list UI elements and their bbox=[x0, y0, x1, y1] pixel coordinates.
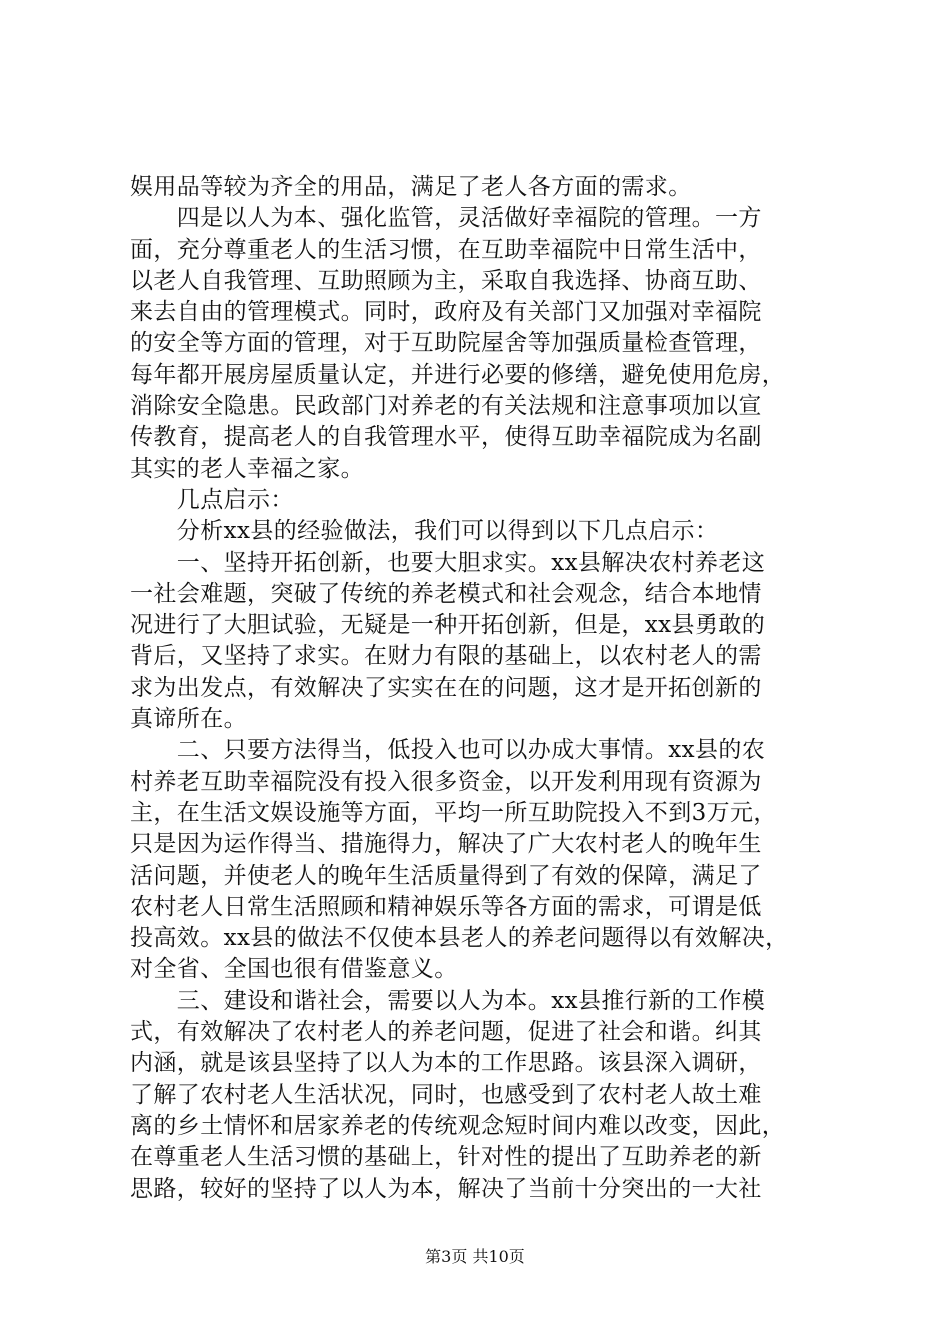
text-line: 式，有效解决了农村老人的养老问题，促进了社会和谐。纠其 bbox=[130, 1019, 762, 1046]
text-line: 四是以人为本、强化监管，灵活做好幸福院的管理。一方 bbox=[130, 205, 762, 232]
text-line: 一、坚持开拓创新，也要大胆求实。xx县解决农村养老这 bbox=[130, 549, 766, 576]
text-line: 的安全等方面的管理，对于互助院屋舍等加强质量检查管理， bbox=[130, 330, 762, 357]
text-line: 村养老互助幸福院没有投入很多资金，以开发利用现有资源为 bbox=[130, 768, 762, 795]
text-line: 三、建设和谐社会，需要以人为本。xx县推行新的工作模 bbox=[130, 987, 766, 1014]
text-line: 了解了农村老人生活状况，同时，也感受到了农村老人故土难 bbox=[130, 1081, 762, 1108]
text-line: 娱用品等较为齐全的用品，满足了老人各方面的需求。 bbox=[130, 174, 692, 200]
text-line: 消除安全隐患。民政部门对养老的有关法规和注意事项加以宣 bbox=[130, 393, 762, 420]
text-line: 况进行了大胆试验，无疑是一种开拓创新，但是，xx县勇敢的 bbox=[130, 612, 766, 639]
text-line: 其实的老人幸福之家。 bbox=[130, 455, 364, 482]
text-line: 农村老人日常生活照顾和精神娱乐等各方面的需求，可谓是低 bbox=[130, 893, 762, 920]
text-line: 真谛所在。 bbox=[130, 706, 247, 733]
text-line: 每年都开展房屋质量认定，并进行必要的修缮，避免使用危房， bbox=[130, 361, 786, 388]
text-line: 内涵，就是该县坚持了以人为本的工作思路。该县深入调研， bbox=[130, 1050, 762, 1077]
text-line: 对全省、全国也很有借鉴意义。 bbox=[130, 956, 458, 983]
text-line: 活问题，并使老人的晚年生活质量得到了有效的保障，满足了 bbox=[130, 862, 762, 889]
text-line: 分析xx县的经验做法，我们可以得到以下几点启示： bbox=[130, 518, 719, 545]
text-line: 离的乡土情怀和居家养老的传统观念短时间内难以改变，因此， bbox=[130, 1112, 786, 1139]
text-line: 只是因为运作得当、措施得力，解决了广大农村老人的晚年生 bbox=[130, 831, 762, 858]
text-line: 面，充分尊重老人的生活习惯，在互助幸福院中日常生活中， bbox=[130, 236, 762, 263]
page-footer: 第3页 共10页 bbox=[425, 1247, 525, 1266]
body-text bbox=[130, 172, 830, 1205]
text-line: 在尊重老人生活习惯的基础上，针对性的提出了互助养老的新 bbox=[130, 1144, 762, 1171]
text-line: 以老人自我管理、互助照顾为主，采取自我选择、协商互助、 bbox=[130, 267, 762, 294]
text-line: 求为出发点，有效解决了实实在在的问题，这才是开拓创新的 bbox=[130, 674, 762, 701]
text-line: 来去自由的管理模式。同时，政府及有关部门又加强对幸福院 bbox=[130, 299, 762, 326]
text-line: 投高效。xx县的做法不仅使本县老人的养老问题得以有效解决， bbox=[130, 925, 789, 952]
text-line: 几点启示： bbox=[130, 486, 294, 513]
text-line: 传教育，提高老人的自我管理水平，使得互助幸福院成为名副 bbox=[130, 424, 762, 451]
text-line: 背后，又坚持了求实。在财力有限的基础上，以农村老人的需 bbox=[130, 643, 762, 670]
text-line: 二、只要方法得当，低投入也可以办成大事情。xx县的农 bbox=[130, 737, 766, 764]
text-line: 思路，较好的坚持了以人为本，解决了当前十分突出的一大社 bbox=[130, 1175, 762, 1202]
text-line: 主，在生活文娱设施等方面，平均一所互助院投入不到3万元， bbox=[130, 799, 777, 826]
text-line: 一社会难题，突破了传统的养老模式和社会观念，结合本地情 bbox=[130, 580, 762, 607]
